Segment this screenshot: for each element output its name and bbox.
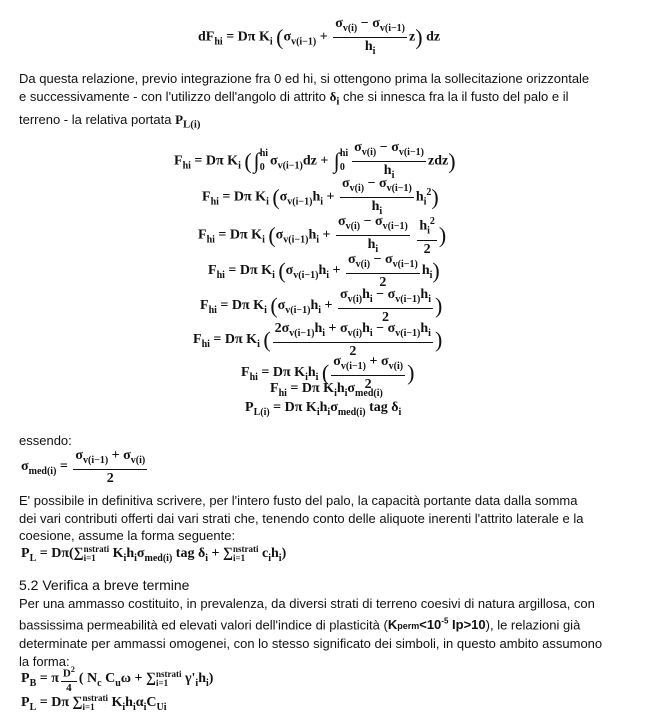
section-heading: 5.2 Verifica a breve termine [19,577,190,593]
essendo-label: essendo: [19,433,72,448]
equation-pli: $P_{L(i)} = D\pi$ $K_ih_i\sigma_{med(i)}$ tag $\delta_i$ [245,400,402,418]
equation-fhi-step5: $F_{hi} = D\pi$ $K_i$ ($\sigma_{v(i-1)}h_i$ + $\frac{\sigma_{v(i)}h_i - \sigma_{v(i-1)}h_i}{2}$ ) [200,287,443,325]
equation-pb: $P_B = \pi$ $\frac{D^2}{4}$ ( $N_c$ $C_u\omega$ + ∑ nstrati i=1 $\gamma'_ih_i$) [21,665,214,694]
equation-fhi-step3: $F_{hi} = D\pi$ $K_i$ ($\sigma_{v(i-1)}h_i$ + $\frac{\sigma_{v(i)} - \sigma_{v(i-1)}}{h_i}$ $\frac{h_i^2}{2}$ ) [198,214,447,257]
equation-fhi-step2: $F_{hi} = D\pi$ $K_i$ ($\sigma_{v(i-1)}h_i$ + $\frac{\sigma_{v(i)} - \sigma_{v(i-1)}}{h_i}$ $h_i^2$) [202,176,439,217]
equation-fhi-step6: $F_{hi} = D\pi$ $K_i$ ( $\frac{2\sigma_{v(i-1)}h_i + \sigma_{v(i)}h_i - \sigma_{v(i-1)}h_i}{2}$ ) [193,321,443,359]
equation-fhi-step7: $F_{hi} = D\pi$ $K_ih_i$ ( $\frac{\sigma_{v(i-1)} + \sigma_{v(i)}}{2}$ ) [241,354,415,392]
equation-fhi-final: $F_{hi} = D\pi$ $K_ih_i\sigma_{med(i)}$ [270,381,383,399]
paragraph-integration: Da questa relazione, previo integrazione fra 0 ed hi, si ottengono prima la sollecitazione orizzontale e successivamente - con l'utilizzo dell'angolo di attrito $\delta_i$ che si innesca fra la il fusto del palo e il terreno - la relativa portata $P_{L(i)}$ [19,71,590,131]
equation-dfhi: $dF_{hi} = D\pi$ $K_i$ ($\sigma_{v(i-1)}$ + $\frac{\sigma_{v(i)} - \sigma_{v(i-1)}}{h_i}$ z) dz [198,16,441,57]
equation-pl-short: $P_L = D\pi$ ∑ nstrati i=1 $K_ih_i\alpha_iC_{Ui}$ [21,693,167,714]
equation-fhi-step4: $F_{hi} = D\pi$ $K_i$ ($\sigma_{v(i-1)}h_i$ + $\frac{\sigma_{v(i)} - \sigma_{v(i-1)}}{2}$ $h_i$) [208,252,440,290]
equation-pl-total: $P_L = D\pi(\sum$ nstrati i=1 $K_ih_i\sigma_{med(i)}$ tag $\delta_i$ + ∑ nstrati i=1 $c_ih_i$) [21,544,287,565]
equation-sigma-med: $\sigma_{med(i)}$ = $\frac{\sigma_{v(i-1)} + \sigma_{v(i)}}{2}$ [21,448,146,486]
equation-fhi-integral: $F_{hi} = D\pi$ $K_i$ (∫ hi 0 $\sigma_{v(i-1)}dz$ + ∫ hi 0 $\frac{\sigma_{v(i)} - \sigma_{v(i-1)}}{h_i}$ zdz) [174,140,456,181]
paragraph-short-term: Per una ammasso costituito, in prevalenza, da diversi strati di terreno coesivi di natura argillosa, con bassissima permeabilità ed elevati valori dell'indice di plasticità ($Kperm<10^{-5}$ Ip>10), le relazioni già determinate per ammassi omogenei, con lo stesso significato dei simboli, in questo ambito assumono la forma: [19,596,603,669]
paragraph-capacity: E' possibile in definitiva scrivere, per l'intero fusto del palo, la capacità portante data dalla somma dei vari contributi offerti dai vari strati che, tenendo conto delle aliquote inerenti l'attrito laterale e la coesione, assume la forma seguente: [19,493,584,543]
